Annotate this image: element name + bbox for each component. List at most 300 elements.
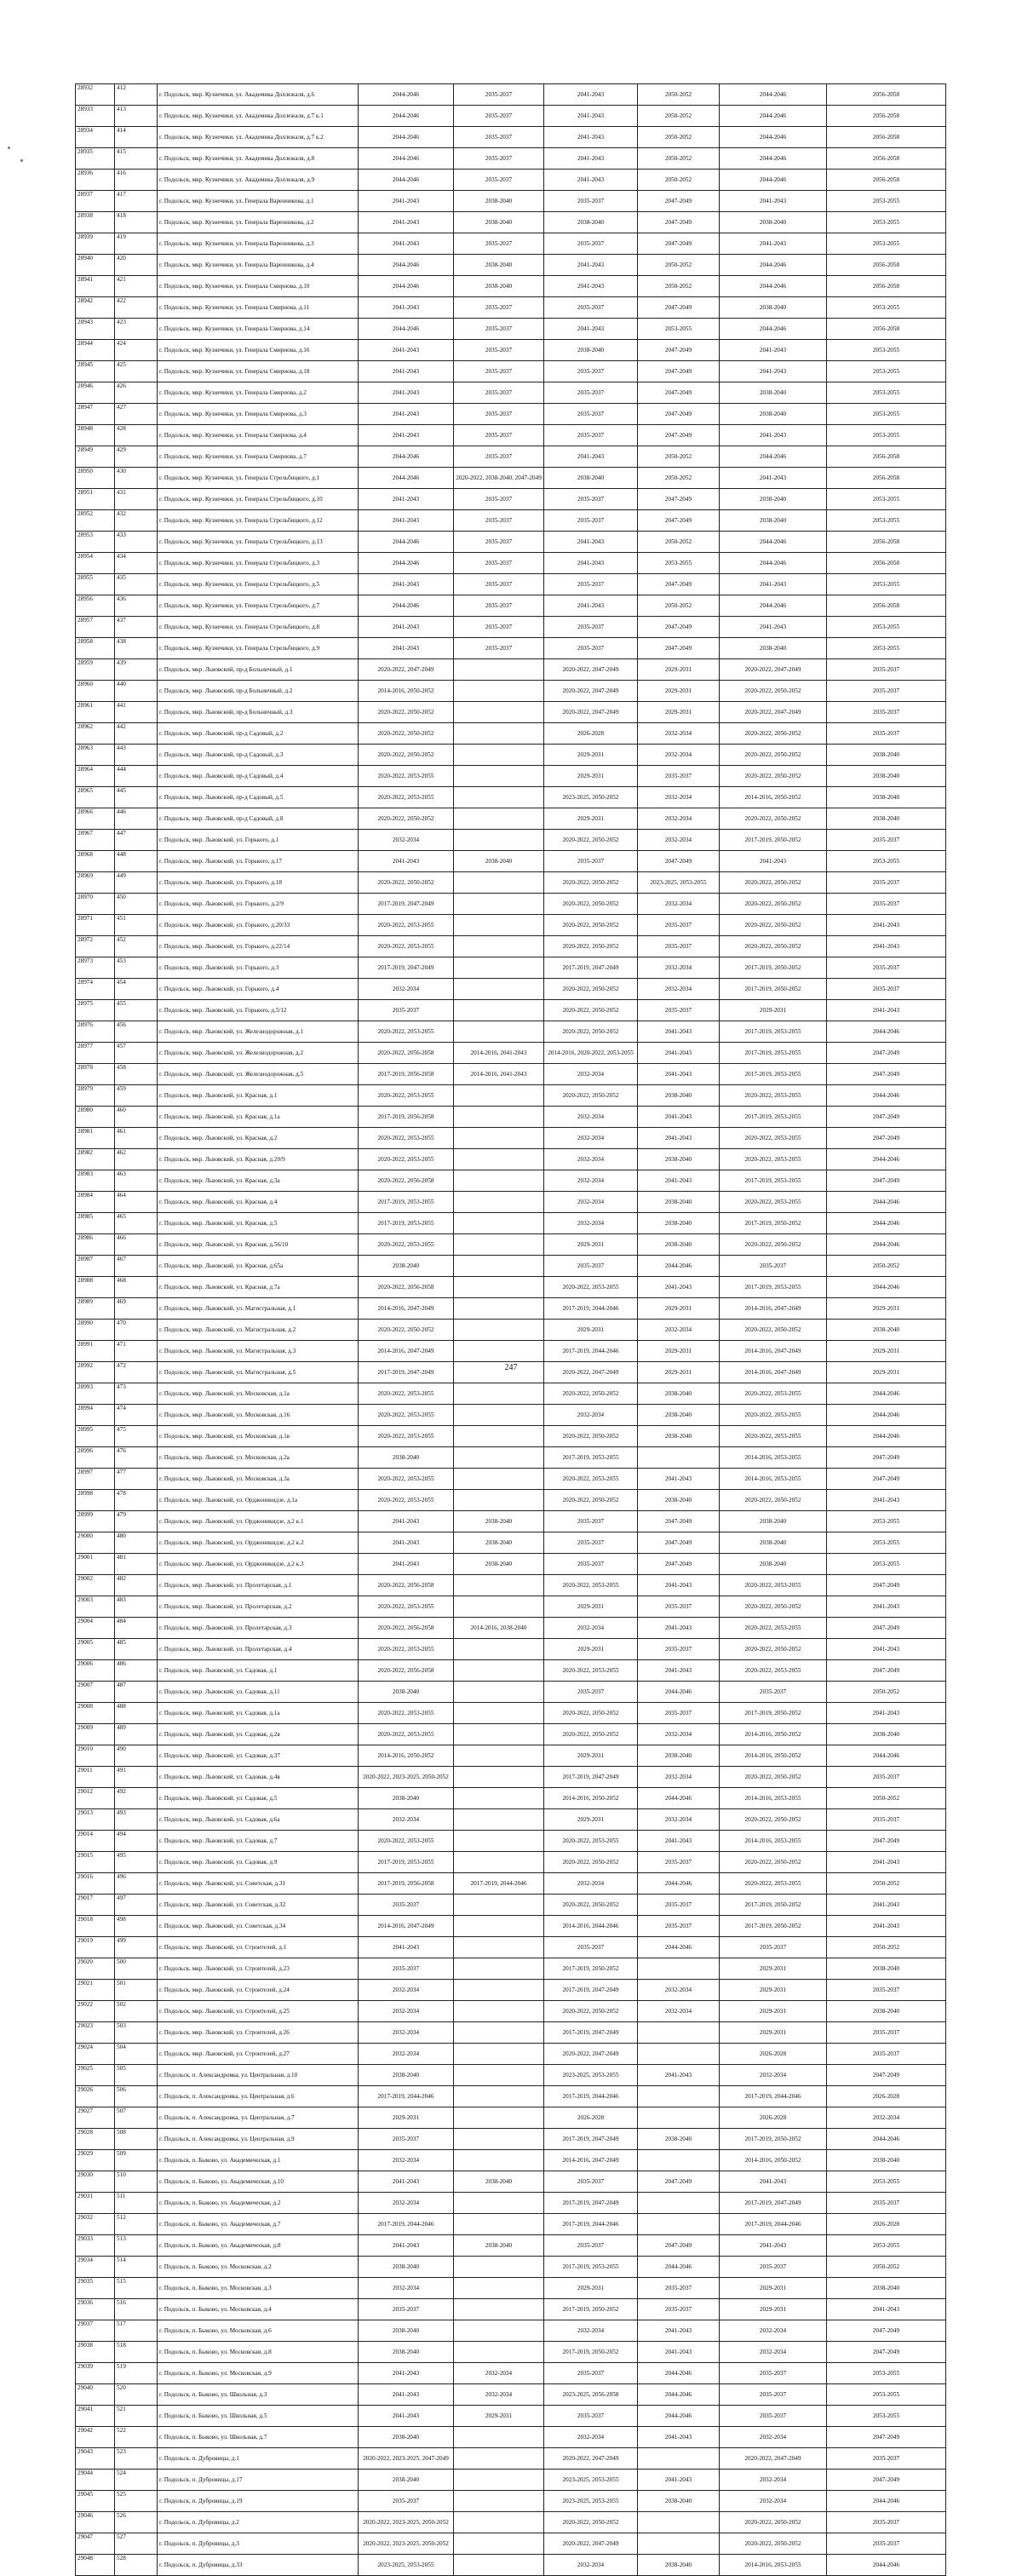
cell-item-number: 520 <box>115 2384 158 2406</box>
cell-record-id: 28938 <box>76 212 115 233</box>
cell-period-2 <box>454 1745 544 1767</box>
cell-period-2 <box>454 1767 544 1788</box>
cell-period-4 <box>638 2512 720 2533</box>
cell-period-2 <box>454 2214 544 2235</box>
cell-period-1: 2038-2040 <box>359 1682 454 1703</box>
cell-period-2 <box>454 2278 544 2299</box>
cell-period-1: 2038-2040 <box>359 2470 454 2491</box>
cell-period-5: 2020-2022, 2053-2055 <box>720 1575 827 1596</box>
cell-period-4: 2032-2034 <box>638 894 720 915</box>
cell-period-6: 2029-2031 <box>827 1362 946 1383</box>
cell-period-3: 2035-2037 <box>544 489 638 510</box>
cell-record-id: 28970 <box>76 894 115 915</box>
cell-period-3: 2041-2043 <box>544 595 638 617</box>
cell-period-4: 2044-2046 <box>638 1937 720 1958</box>
cell-item-number: 425 <box>115 361 158 382</box>
cell-record-id: 28967 <box>76 830 115 851</box>
cell-item-number: 515 <box>115 2278 158 2299</box>
cell-item-number: 429 <box>115 446 158 468</box>
cell-period-6: 2056-2058 <box>827 148 946 170</box>
cell-period-6: 2050-2052 <box>827 1873 946 1895</box>
table-row <box>76 297 946 319</box>
cell-period-2 <box>454 1660 544 1682</box>
cell-address: г. Подольск, п. Александровка, ул. Центральная, д.10 <box>158 2065 359 2086</box>
cell-period-1: 2044-2046 <box>359 595 454 617</box>
cell-address: г. Подольск, мкр. Львовский, ул. Горького, д.2/9 <box>158 894 359 915</box>
cell-period-6: 2044-2046 <box>827 1149 946 1170</box>
cell-period-1: 2020-2022, 2053-2055 <box>359 1426 454 1447</box>
cell-period-5: 2020-2022, 2053-2055 <box>720 1618 827 1639</box>
cell-record-id: 28993 <box>76 1383 115 1405</box>
cell-record-id: 28949 <box>76 446 115 468</box>
cell-period-2 <box>454 1277 544 1298</box>
cell-period-5: 2020-2022, 2050-2052 <box>720 745 827 766</box>
cell-period-5: 2044-2046 <box>720 595 827 617</box>
cell-period-2: 2035-2037 <box>454 170 544 191</box>
cell-period-5: 2041-2043 <box>720 2171 827 2193</box>
table-row <box>76 1724 946 1745</box>
cell-period-5: 2038-2040 <box>720 510 827 532</box>
cell-period-4 <box>638 2448 720 2470</box>
cell-period-6: 2053-2055 <box>827 191 946 212</box>
table-row <box>76 2129 946 2150</box>
cell-item-number: 485 <box>115 1639 158 1660</box>
cell-item-number: 518 <box>115 2342 158 2363</box>
cell-record-id: 29006 <box>76 1660 115 1682</box>
cell-address: г. Подольск, мкр. Львовский, ул. Железнодорожная, д.2 <box>158 1043 359 1064</box>
cell-period-2 <box>454 2001 544 2022</box>
cell-period-3: 2032-2034 <box>544 1405 638 1426</box>
cell-period-2 <box>454 1895 544 1916</box>
cell-record-id: 29000 <box>76 1532 115 1554</box>
cell-period-6: 2053-2055 <box>827 1554 946 1575</box>
cell-period-2 <box>454 808 544 830</box>
cell-period-4: 2047-2049 <box>638 510 720 532</box>
cell-period-4: 2044-2046 <box>638 1873 720 1895</box>
cell-period-1: 2041-2043 <box>359 297 454 319</box>
cell-period-5: 2032-2034 <box>720 2320 827 2342</box>
cell-period-1: 2041-2043 <box>359 2384 454 2406</box>
cell-period-2 <box>454 1085 544 1107</box>
cell-record-id: 28957 <box>76 617 115 638</box>
table-row <box>76 1596 946 1618</box>
cell-address: г. Подольск, п. Быково, ул. Академическая, д.1 <box>158 2150 359 2171</box>
cell-period-5: 2017-2019, 2050-2052 <box>720 1895 827 1916</box>
cell-period-5: 2044-2046 <box>720 319 827 340</box>
table-row <box>76 1320 946 1341</box>
cell-period-6: 2035-2037 <box>827 1767 946 1788</box>
cell-address: г. Подольск, мкр. Львовский, ул. Орджоникидзе, д.1а <box>158 1490 359 1511</box>
cell-period-3: 2038-2040 <box>544 468 638 489</box>
cell-period-3: 2035-2037 <box>544 1532 638 1554</box>
cell-period-1: 2044-2046 <box>359 446 454 468</box>
cell-record-id: 29010 <box>76 1745 115 1767</box>
cell-period-2: 2035-2037 <box>454 617 544 638</box>
cell-period-3: 2020-2022, 2050-2052 <box>544 2001 638 2022</box>
cell-period-3: 2035-2037 <box>544 297 638 319</box>
table-row <box>76 2193 946 2214</box>
cell-record-id: 28944 <box>76 340 115 361</box>
cell-item-number: 467 <box>115 1256 158 1277</box>
cell-record-id: 29047 <box>76 2533 115 2555</box>
cell-record-id: 29019 <box>76 1937 115 1958</box>
cell-period-5: 2035-2037 <box>720 1256 827 1277</box>
cell-period-2: 2035-2037 <box>454 127 544 148</box>
cell-period-4: 2032-2034 <box>638 1809 720 1831</box>
cell-address: г. Подольск, мкр. Львовский, пр-д Садовый, д.3 <box>158 745 359 766</box>
cell-period-1: 2020-2022, 2053-2055 <box>359 1596 454 1618</box>
cell-address: г. Подольск, мкр. Кузнечики, ул. Генерала Смирнова, д.11 <box>158 297 359 319</box>
cell-record-id: 29020 <box>76 1958 115 1980</box>
cell-period-6: 2053-2055 <box>827 510 946 532</box>
cell-item-number: 502 <box>115 2001 158 2022</box>
cell-period-4 <box>638 2214 720 2235</box>
table-row <box>76 2150 946 2171</box>
cell-address: г. Подольск, мкр. Кузнечики, ул. Генерала Смирнова, д.3 <box>158 404 359 425</box>
cell-period-4: 2038-2040 <box>638 1405 720 1426</box>
cell-period-6: 2035-2037 <box>827 723 946 745</box>
cell-period-1: 2020-2022, 2056-2058 <box>359 1660 454 1682</box>
cell-period-5: 2038-2040 <box>720 297 827 319</box>
cell-item-number: 444 <box>115 766 158 787</box>
cell-period-1: 2044-2046 <box>359 255 454 276</box>
cell-period-5: 2032-2034 <box>720 2427 827 2448</box>
cell-address: г. Подольск, мкр. Львовский, ул. Красная, д.20/9 <box>158 1149 359 1170</box>
cell-period-4: 2041-2043 <box>638 2320 720 2342</box>
table-row <box>76 1745 946 1767</box>
cell-period-1: 2020-2022, 2053-2055 <box>359 1021 454 1043</box>
cell-item-number: 492 <box>115 1788 158 1809</box>
table-row <box>76 1937 946 1958</box>
cell-address: г. Подольск, мкр. Кузнечики, ул. Генерала Стрельбицкого, д.1 <box>158 468 359 489</box>
cell-address: г. Подольск, мкр. Кузнечики, ул. Генерала Смирнова, д.16 <box>158 340 359 361</box>
table-row <box>76 361 946 382</box>
cell-period-6: 2053-2055 <box>827 1532 946 1554</box>
cell-record-id: 28996 <box>76 1447 115 1469</box>
cell-period-6: 2056-2058 <box>827 532 946 553</box>
cell-period-3: 2014-2016, 2020-2022, 2053-2055 <box>544 1043 638 1064</box>
cell-item-number: 424 <box>115 340 158 361</box>
cell-period-2: 2035-2037 <box>454 532 544 553</box>
cell-address: г. Подольск, мкр. Кузнечики, ул. Академика Доллежаля, д.7 к.2 <box>158 127 359 148</box>
cell-item-number: 419 <box>115 233 158 255</box>
table-row <box>76 191 946 212</box>
cell-period-5: 2017-2019, 2053-2055 <box>720 1170 827 1192</box>
cell-record-id: 29025 <box>76 2065 115 2086</box>
cell-period-5: 2017-2019, 2050-2052 <box>720 1703 827 1724</box>
cell-item-number: 447 <box>115 830 158 851</box>
cell-period-6: 2029-2031 <box>827 1298 946 1320</box>
cell-period-6: 2053-2055 <box>827 404 946 425</box>
cell-address: г. Подольск, мкр. Львовский, ул. Пролетарская, д.3 <box>158 1618 359 1639</box>
cell-period-2 <box>454 1383 544 1405</box>
cell-period-3: 2041-2043 <box>544 553 638 574</box>
table-row <box>76 468 946 489</box>
cell-item-number: 440 <box>115 681 158 702</box>
cell-period-4: 2041-2043 <box>638 1064 720 1085</box>
table-row <box>76 979 946 1000</box>
cell-period-1: 2032-2034 <box>359 2193 454 2214</box>
cell-address: г. Подольск, мкр. Львовский, пр-д Садовый, д.5 <box>158 787 359 808</box>
table-row <box>76 233 946 255</box>
cell-period-2 <box>454 1021 544 1043</box>
cell-period-1: 2017-2019, 2053-2055 <box>359 1852 454 1873</box>
table-row <box>76 2001 946 2022</box>
cell-period-3: 2023-2025, 2050-2052 <box>544 787 638 808</box>
cell-record-id: 29027 <box>76 2107 115 2129</box>
cell-item-number: 462 <box>115 1149 158 1170</box>
cell-period-6: 2038-2040 <box>827 1958 946 1980</box>
cell-period-5: 2038-2040 <box>720 638 827 659</box>
cell-period-1: 2035-2037 <box>359 1958 454 1980</box>
cell-period-6: 2053-2055 <box>827 2171 946 2193</box>
cell-period-1: 2041-2043 <box>359 1937 454 1958</box>
cell-period-1: 2041-2043 <box>359 404 454 425</box>
cell-period-6: 2035-2037 <box>827 2193 946 2214</box>
cell-period-6: 2056-2058 <box>827 553 946 574</box>
cell-period-6: 2050-2052 <box>827 1682 946 1703</box>
cell-period-4: 2047-2049 <box>638 851 720 872</box>
cell-record-id: 28976 <box>76 1021 115 1043</box>
cell-period-6: 2038-2040 <box>827 2150 946 2171</box>
cell-period-5: 2014-2016, 2047-2049 <box>720 1341 827 1362</box>
cell-period-3: 2035-2037 <box>544 191 638 212</box>
cell-item-number: 517 <box>115 2320 158 2342</box>
cell-period-6: 2047-2049 <box>827 1469 946 1490</box>
cell-item-number: 420 <box>115 255 158 276</box>
cell-period-6: 2044-2046 <box>827 1383 946 1405</box>
cell-record-id: 28999 <box>76 1511 115 1532</box>
cell-period-1: 2041-2043 <box>359 2363 454 2384</box>
cell-record-id: 28985 <box>76 1213 115 1234</box>
cell-period-4: 2044-2046 <box>638 2257 720 2278</box>
cell-period-1: 2020-2022, 2053-2055 <box>359 1490 454 1511</box>
cell-period-5: 2020-2022, 2053-2055 <box>720 1085 827 1107</box>
cell-period-6: 2047-2049 <box>827 1618 946 1639</box>
cell-item-number: 516 <box>115 2299 158 2320</box>
table-row <box>76 2257 946 2278</box>
cell-period-2 <box>454 766 544 787</box>
cell-item-number: 458 <box>115 1064 158 1085</box>
cell-address: г. Подольск, п. Быково, ул. Московская, д.4 <box>158 2299 359 2320</box>
cell-period-4: 2044-2046 <box>638 1788 720 1809</box>
cell-period-6: 2053-2055 <box>827 2406 946 2427</box>
cell-item-number: 483 <box>115 1596 158 1618</box>
cell-period-3: 2020-2022, 2047-2049 <box>544 1362 638 1383</box>
cell-item-number: 512 <box>115 2214 158 2235</box>
cell-period-2 <box>454 1682 544 1703</box>
cell-period-6: 2041-2043 <box>827 1596 946 1618</box>
cell-period-5: 2041-2043 <box>720 851 827 872</box>
cell-item-number: 510 <box>115 2171 158 2193</box>
cell-period-3: 2041-2043 <box>544 148 638 170</box>
cell-period-1: 2044-2046 <box>359 84 454 106</box>
cell-address: г. Подольск, мкр. Львовский, ул. Магистральная, д.5 <box>158 1362 359 1383</box>
table-row <box>76 255 946 276</box>
cell-period-6: 2035-2037 <box>827 702 946 723</box>
cell-period-6: 2047-2049 <box>827 2320 946 2342</box>
cell-period-1: 2020-2022, 2050-2052 <box>359 702 454 723</box>
cell-period-2 <box>454 1213 544 1234</box>
cell-address: г. Подольск, мкр. Львовский, ул. Советская, д.31 <box>158 1873 359 1895</box>
cell-period-5: 2017-2019, 2050-2052 <box>720 957 827 979</box>
cell-period-3: 2032-2034 <box>544 2320 638 2342</box>
cell-period-3: 2029-2031 <box>544 766 638 787</box>
cell-period-2: 2035-2037 <box>454 148 544 170</box>
cell-period-4: 2035-2037 <box>638 1596 720 1618</box>
cell-item-number: 470 <box>115 1320 158 1341</box>
cell-period-3: 2029-2031 <box>544 1639 638 1660</box>
cell-period-5: 2017-2019, 2050-2052 <box>720 1213 827 1234</box>
cell-item-number: 457 <box>115 1043 158 1064</box>
cell-period-2 <box>454 2299 544 2320</box>
cell-period-6: 2047-2049 <box>827 1575 946 1596</box>
cell-record-id: 28948 <box>76 425 115 446</box>
cell-period-2: 2035-2037 <box>454 340 544 361</box>
cell-period-1: 2044-2046 <box>359 319 454 340</box>
cell-item-number: 486 <box>115 1660 158 1682</box>
table-row <box>76 2384 946 2406</box>
cell-period-6: 2047-2049 <box>827 2342 946 2363</box>
cell-address: г. Подольск, мкр. Львовский, ул. Красная, д.3а <box>158 1170 359 1192</box>
cell-period-3: 2020-2022, 2047-2049 <box>544 659 638 681</box>
cell-address: г. Подольск, мкр. Львовский, ул. Советская, д.34 <box>158 1916 359 1937</box>
cell-period-1: 2041-2043 <box>359 1532 454 1554</box>
cell-period-3: 2035-2037 <box>544 382 638 404</box>
cell-period-3: 2017-2019, 2053-2055 <box>544 2257 638 2278</box>
table-row <box>76 2065 946 2086</box>
cell-address: г. Подольск, п. Быково, ул. Московская, д.6 <box>158 2320 359 2342</box>
cell-address: г. Подольск, мкр. Львовский, ул. Горького, д.17 <box>158 851 359 872</box>
cell-record-id: 29003 <box>76 1596 115 1618</box>
cell-item-number: 434 <box>115 553 158 574</box>
cell-address: г. Подольск, мкр. Кузнечики, ул. Генерала Варенникова, д.1 <box>158 191 359 212</box>
cell-address: г. Подольск, мкр. Львовский, ул. Горького, д.22/14 <box>158 936 359 957</box>
cell-period-1: 2041-2043 <box>359 212 454 233</box>
table-row <box>76 2299 946 2320</box>
cell-period-3: 2041-2043 <box>544 84 638 106</box>
cell-period-5: 2041-2043 <box>720 425 827 446</box>
cell-item-number: 445 <box>115 787 158 808</box>
cell-period-5: 2044-2046 <box>720 127 827 148</box>
cell-period-5: 2020-2022, 2053-2055 <box>720 1128 827 1149</box>
cell-period-1: 2041-2043 <box>359 2406 454 2427</box>
cell-record-id: 29044 <box>76 2470 115 2491</box>
cell-period-3: 2026-2028 <box>544 2107 638 2129</box>
cell-item-number: 426 <box>115 382 158 404</box>
cell-period-3: 2020-2022, 2050-2052 <box>544 1895 638 1916</box>
cell-item-number: 450 <box>115 894 158 915</box>
cell-item-number: 477 <box>115 1469 158 1490</box>
cell-period-6: 2053-2055 <box>827 489 946 510</box>
cell-period-4: 2050-2052 <box>638 595 720 617</box>
table-row <box>76 319 946 340</box>
cell-period-3: 2032-2034 <box>544 1064 638 1085</box>
cell-period-5: 2029-2031 <box>720 1980 827 2001</box>
cell-period-3: 2017-2019, 2050-2052 <box>544 1958 638 1980</box>
cell-period-6: 2050-2052 <box>827 1788 946 1809</box>
table-row <box>76 1298 946 1320</box>
cell-address: г. Подольск, мкр. Львовский, ул. Садовая, д.5 <box>158 1788 359 1809</box>
cell-address: г. Подольск, мкр. Львовский, ул. Московская, д.16 <box>158 1405 359 1426</box>
cell-period-5: 2014-2016, 2053-2055 <box>720 1447 827 1469</box>
cell-period-5: 2038-2040 <box>720 212 827 233</box>
cell-period-2 <box>454 2491 544 2512</box>
cell-record-id: 28943 <box>76 319 115 340</box>
cell-item-number: 524 <box>115 2470 158 2491</box>
cell-period-4: 2053-2055 <box>638 553 720 574</box>
cell-record-id: 29011 <box>76 1767 115 1788</box>
table-row <box>76 1149 946 1170</box>
table-row <box>76 1916 946 1937</box>
cell-period-1: 2041-2043 <box>359 191 454 212</box>
cell-period-4: 2050-2052 <box>638 127 720 148</box>
cell-record-id: 28986 <box>76 1234 115 1256</box>
cell-period-2: 2017-2019, 2044-2046 <box>454 1873 544 1895</box>
cell-address: г. Подольск, мкр. Кузнечики, ул. Генерала Стрельбицкого, д.9 <box>158 638 359 659</box>
cell-period-2: 2038-2040 <box>454 1554 544 1575</box>
table-row <box>76 1511 946 1532</box>
table-row <box>76 489 946 510</box>
cell-period-6: 2056-2058 <box>827 595 946 617</box>
cell-period-3: 2035-2037 <box>544 2235 638 2257</box>
cell-address: г. Подольск, п. Быково, ул. Московская, д.3 <box>158 2278 359 2299</box>
cell-period-2 <box>454 872 544 894</box>
cell-address: г. Подольск, п. Александровка, ул. Центральная, д.6 <box>158 2086 359 2107</box>
cell-address: г. Подольск, мкр. Кузнечики, ул. Академика Доллежаля, д.6 <box>158 84 359 106</box>
cell-period-6: 2044-2046 <box>827 1085 946 1107</box>
cell-address: г. Подольск, мкр. Львовский, ул. Красная, д.56/10 <box>158 1234 359 1256</box>
cell-period-5: 2032-2034 <box>720 2491 827 2512</box>
cell-period-5: 2029-2031 <box>720 1958 827 1980</box>
schedule-table-body <box>76 84 946 2576</box>
table-row <box>76 1639 946 1660</box>
cell-period-2 <box>454 745 544 766</box>
cell-period-2: 2014-2016, 2038-2040 <box>454 1618 544 1639</box>
cell-period-5: 2017-2019, 2053-2055 <box>720 1043 827 1064</box>
cell-period-4: 2032-2034 <box>638 787 720 808</box>
cell-address: г. Подольск, мкр. Львовский, пр-д Садовый, д.2 <box>158 723 359 745</box>
cell-period-6: 2047-2049 <box>827 2065 946 2086</box>
cell-address: г. Подольск, мкр. Львовский, ул. Садовая, д.1 <box>158 1660 359 1682</box>
cell-period-5: 2014-2016, 2053-2055 <box>720 1469 827 1490</box>
table-row <box>76 2278 946 2299</box>
cell-period-4: 2032-2034 <box>638 1320 720 1341</box>
cell-item-number: 459 <box>115 1085 158 1107</box>
cell-period-2: 2035-2037 <box>454 361 544 382</box>
cell-record-id: 29007 <box>76 1682 115 1703</box>
cell-item-number: 469 <box>115 1298 158 1320</box>
cell-period-5: 2032-2034 <box>720 2342 827 2363</box>
cell-record-id: 28946 <box>76 382 115 404</box>
cell-record-id: 29013 <box>76 1809 115 1831</box>
cell-period-5: 2020-2022, 2053-2055 <box>720 1149 827 1170</box>
cell-item-number: 464 <box>115 1192 158 1213</box>
cell-period-6: 2056-2058 <box>827 319 946 340</box>
cell-period-5: 2044-2046 <box>720 255 827 276</box>
cell-period-5: 2014-2016, 2050-2052 <box>720 1724 827 1745</box>
table-row <box>76 1852 946 1873</box>
cell-item-number: 413 <box>115 106 158 127</box>
cell-period-1: 2020-2022, 2053-2055 <box>359 1234 454 1256</box>
cell-period-1: 2017-2019, 2053-2055 <box>359 1192 454 1213</box>
cell-record-id: 28977 <box>76 1043 115 1064</box>
cell-period-6: 2038-2040 <box>827 1724 946 1745</box>
table-row <box>76 745 946 766</box>
cell-period-4: 2050-2052 <box>638 468 720 489</box>
cell-period-4: 2047-2049 <box>638 425 720 446</box>
cell-period-3: 2020-2022, 2050-2052 <box>544 915 638 936</box>
